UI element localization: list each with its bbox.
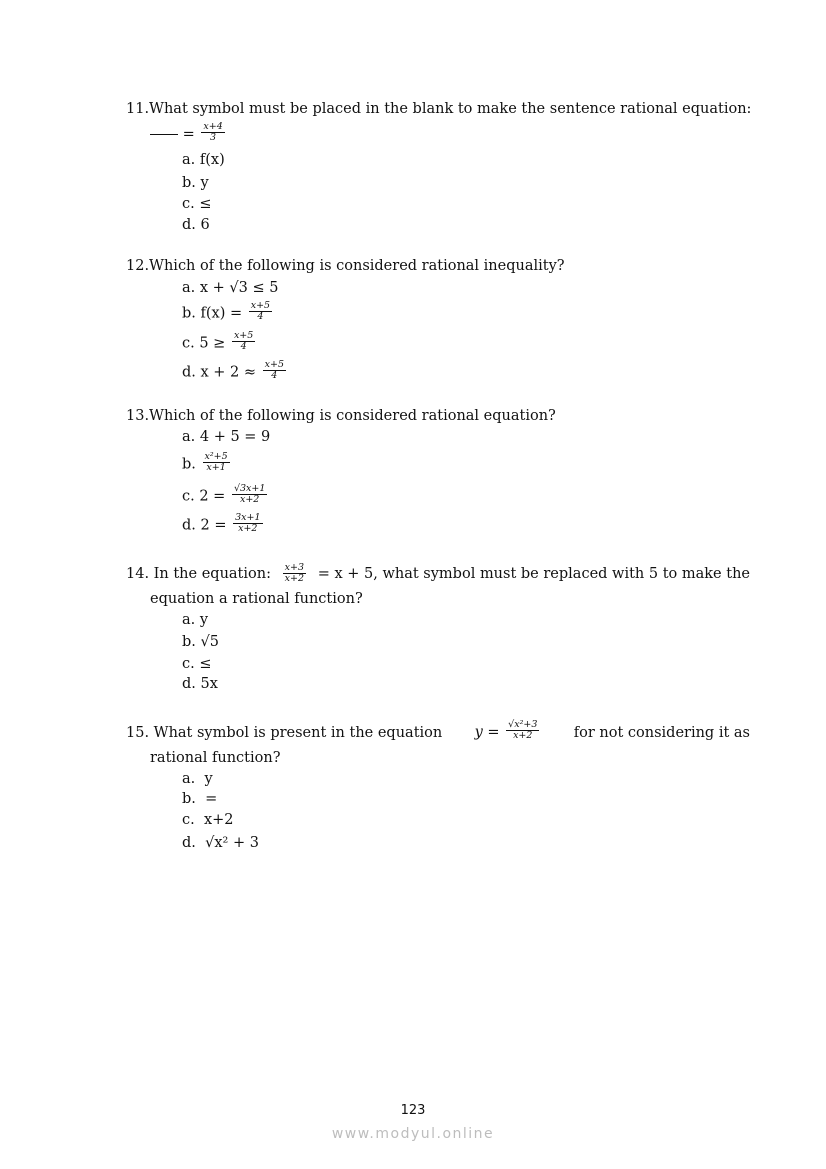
q14-rest: = x + 5, what symbol must be replaced with 5 to make the (317, 566, 750, 582)
q13-text: 13.Which of the following is considered rational equation? (126, 408, 556, 424)
q13-option-c[interactable] (182, 483, 269, 507)
answer-blank (150, 134, 178, 135)
q13-b-fraction: $\frac{\text{x²+5}}{x+1}$ (204, 451, 228, 473)
q15-equation (474, 719, 542, 743)
q11-fraction: $\frac{x+4}{3}$ (203, 121, 223, 143)
q15-eq-lhs: y = (474, 724, 500, 741)
q15-lead: 15. What symbol is present in the equation (126, 724, 443, 741)
q11-text: 11.What symbol must be placed in the blank to make the sentence rational equation: (126, 101, 752, 117)
q12-b-fraction: $\frac{x+5}{4}$ (250, 300, 271, 322)
q13-option-d-label: d. 2 = (182, 517, 227, 534)
q13-d-fraction: $\frac{3x+1}{x+2}$ (235, 512, 261, 534)
q12-option-b[interactable] (182, 300, 274, 324)
q12-d-fraction: $\frac{x+5}{4}$ (264, 359, 285, 381)
q15-tail: for not considering it as (573, 724, 750, 741)
q13-option-d[interactable] (182, 512, 265, 536)
q14-fraction: $\frac{x+3}{x+2}$ (284, 562, 305, 584)
q14-text-line2: equation a rational function? (150, 591, 363, 607)
q13-option-b-label: b. (182, 456, 196, 473)
q15-text (126, 719, 750, 743)
q15-option-a[interactable]: a. y (182, 771, 213, 787)
q14-option-a[interactable]: a. y (182, 612, 209, 628)
q14-lead: 14. In the equation: (126, 566, 271, 582)
q12-option-c-label: c. 5 ≥ (182, 335, 226, 352)
q14-option-d[interactable]: d. 5x (182, 676, 218, 692)
q12-c-fraction: $\frac{x+5}{4}$ (233, 330, 254, 352)
watermark: www.modyul.online (331, 1126, 495, 1142)
q15-option-d[interactable]: d. √x² + 3 (182, 835, 259, 851)
q12-option-d[interactable] (182, 359, 288, 383)
q14-text (126, 562, 750, 586)
q12-option-b-label: b. f(x) = (182, 305, 243, 322)
q11-option-c[interactable]: c. ≤ (182, 196, 212, 212)
q13-option-c-label: c. 2 = (182, 488, 226, 505)
q12-option-c[interactable] (182, 330, 257, 354)
q15-option-b[interactable]: b. = (182, 791, 218, 807)
q12-option-a[interactable]: a. x + √3 ≤ 5 (182, 280, 279, 296)
q15-text-line2: rational function? (150, 750, 281, 766)
q13-c-fraction: $\frac{√3x+1}{x+2}$ (233, 483, 266, 505)
q11-option-b[interactable]: b. y (182, 175, 209, 191)
q12-text: 12.Which of the following is considered rational inequality? (126, 258, 565, 274)
q12-option-d-label: d. x + 2 ≈ (182, 364, 257, 381)
q13-option-a[interactable]: a. 4 + 5 = 9 (182, 429, 271, 445)
q13-option-b[interactable] (182, 451, 232, 475)
q14-option-c[interactable]: c. ≤ (182, 656, 212, 672)
q15-option-c[interactable]: c. x+2 (182, 812, 234, 828)
page-number: 123 (400, 1103, 426, 1118)
q15-fraction: $\frac{\text{√x²+3}}{x+2}$ (508, 719, 538, 741)
q14-option-b[interactable]: b. √5 (182, 634, 219, 650)
q11-blank-equation: = $\frac{x+4}{3}$ (150, 124, 227, 145)
q11-option-a[interactable]: a. f(x) (182, 152, 225, 168)
q11-option-d[interactable]: d. 6 (182, 217, 210, 233)
